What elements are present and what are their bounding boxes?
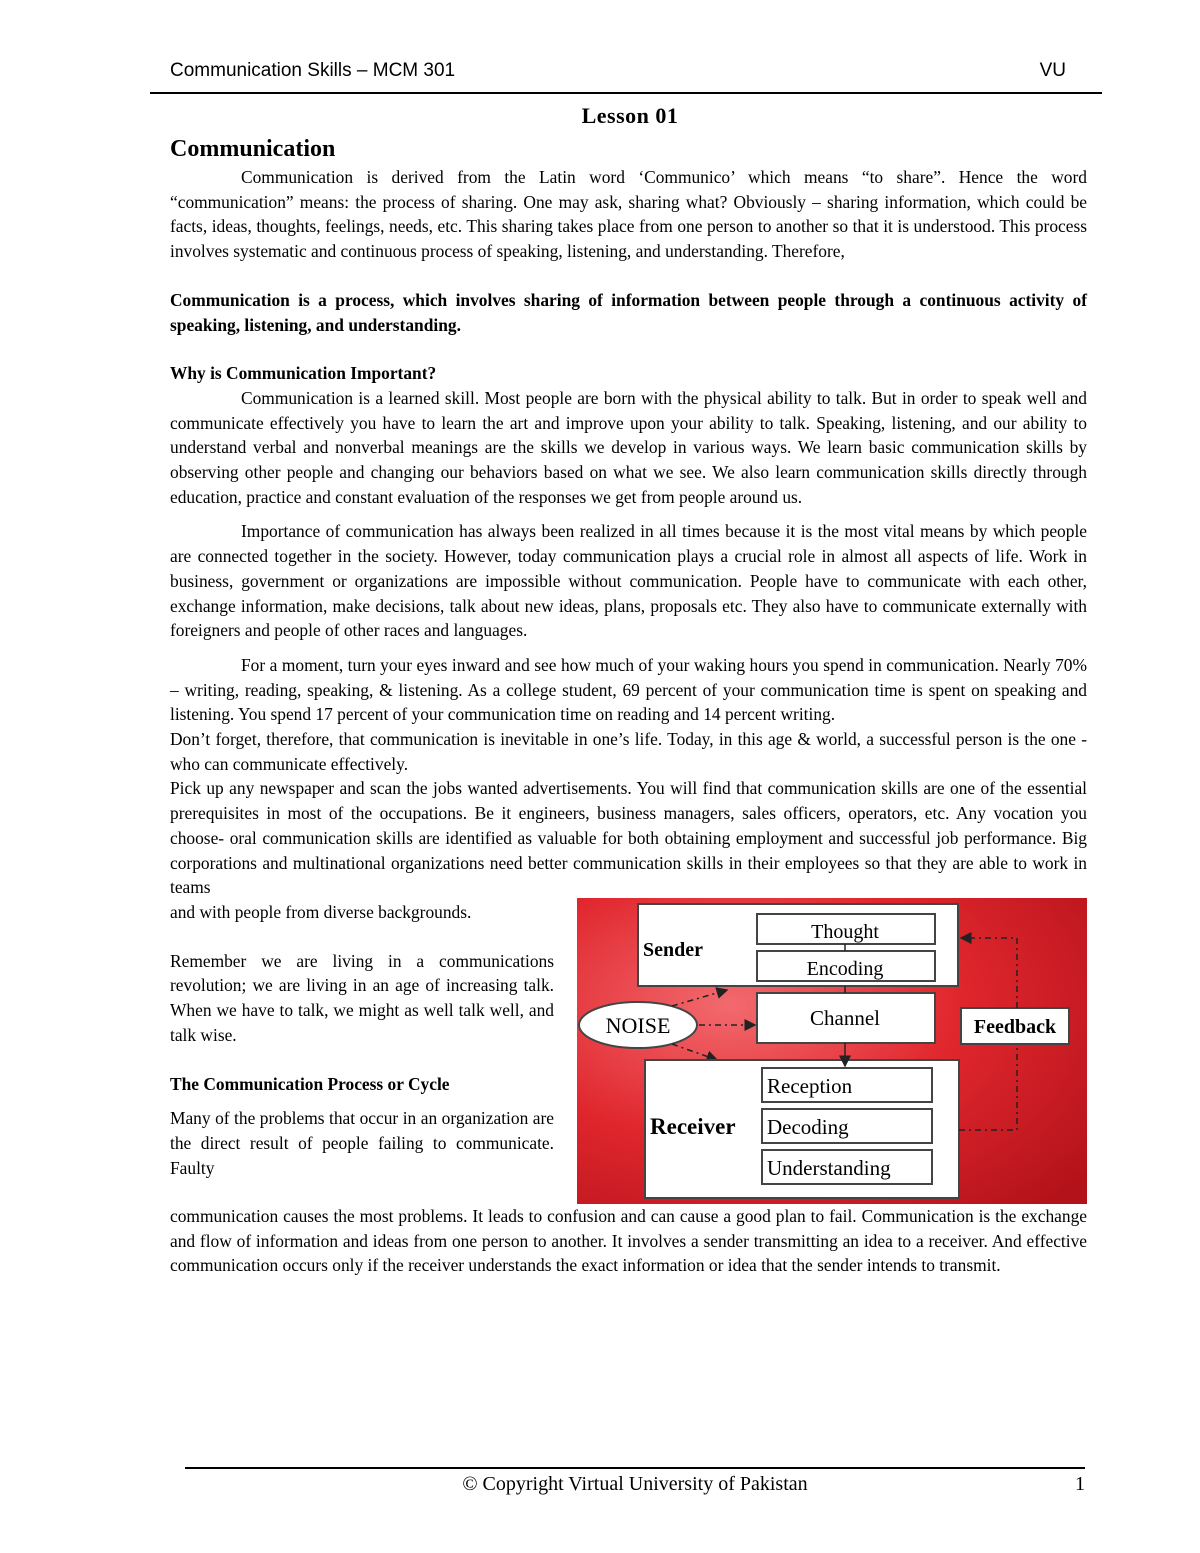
why-paragraph-5: Pick up any newspaper and scan the jobs wanted advertisements. You will find that communication skills are one of the essential prerequisites in most of the occupations. Be it engineers, business managers, sales officers, operators, etc. Any vocation you choose- oral communication skills are identified as valuable for both obtaining employment and successful job performance. Big corporations and multinational organizations need better communication skills in their employees so that they are able to work in teams <box>170 778 1087 898</box>
definition-paragraph: Communication is a process, which involves sharing of information between people through a continuous activity of speaking, listening, and understanding. <box>170 289 1087 335</box>
feedback-label: Feedback <box>973 1015 1057 1038</box>
channel-label: Channel <box>810 1005 880 1030</box>
why-paragraph-5-end: and with people from diverse backgrounds. <box>170 901 472 922</box>
institution-abbr: VU <box>1039 60 1066 81</box>
page-number: 1 <box>1075 1473 1085 1495</box>
why-paragraph-3: For a moment, turn your eyes inward and see how much of your waking hours you spend in communication. Nearly 70% – writing, reading, speaking, & listening. As a college student, 69 percent of your communication time is spent on speaking and listening. You spend 17 percent of your communication time on reading and 14 percent writing. <box>170 654 1087 725</box>
process-paragraph-end: communication causes the most problems. It leads to confusion and can cause a good plan to fail. Communication is the exchange and flow of information and ideas from one person to another. It involves a sender transmitting an idea to a receiver. And effective communication occurs only if the receiver understands the exact information or idea that the sender intends to transmit. <box>170 1205 1087 1276</box>
why-heading: Why is Communication Important? <box>170 363 437 384</box>
decoding-label: Decoding <box>767 1114 849 1139</box>
intro-paragraph: Communication is derived from the Latin word ‘Communico’ which means “to share”. Hence the word “communication” means: the process of sharing. One may ask, sharing what? Obviously – sharing information, which could be facts, ideas, thoughts, feelings, needs, etc. This sharing takes place from one person to another so that it is understood. This process involves systematic and continuous process of speaking, listening, and understanding. Therefore, <box>170 167 1087 262</box>
remember-paragraph: Remember we are living in a communications revolution; we are living in an age of increasing talk. When we have to talk, we might as well talk well, and talk wise. <box>170 950 554 1045</box>
sender-label: Sender <box>643 938 703 961</box>
document-body <box>170 133 1087 1278</box>
lesson-title: Lesson 01 <box>581 103 679 128</box>
receiver-label: Receiver <box>650 1113 736 1139</box>
process-paragraph-start: Many of the problems that occur in an organization are the direct result of people failing to communicate. Faulty <box>170 1108 554 1178</box>
encoding-label: Encoding <box>806 957 884 980</box>
process-heading: The Communication Process or Cycle <box>170 1073 450 1094</box>
why-paragraph-2: Importance of communication has always been realized in all times because it is the most vital means by which people are connected together in the society. However, today communication plays a crucial role in almost all aspects of life. Work in business, government or organizations are impossible without communication. People have to communicate with each other, exchange information, make decisions, talk about new ideas, plans, proposals etc. They also have to communicate externally with foreigners and people of other races and languages. <box>170 521 1087 641</box>
section-title: Communication <box>170 136 336 162</box>
course-title: Communication Skills – MCM 301 <box>170 60 456 81</box>
understanding-label: Understanding <box>767 1155 891 1180</box>
page-header <box>150 58 1102 94</box>
communication-cycle-diagram <box>577 898 1087 1204</box>
noise-label: NOISE <box>605 1012 671 1038</box>
page-footer <box>185 1467 1085 1495</box>
why-paragraph-4: Don’t forget, therefore, that communication is inevitable in one’s life. Today, in this age & world, a successful person is the one - who can communicate effectively. <box>170 729 1087 774</box>
copyright: © Copyright Virtual University of Pakistan <box>462 1473 808 1495</box>
reception-label: Reception <box>767 1073 853 1098</box>
thought-label: Thought <box>811 920 879 943</box>
why-paragraph-1: Communication is a learned skill. Most people are born with the physical ability to talk. But in order to speak well and communicate effectively you have to learn the art and improve upon your ability to talk. Speaking, listening, and our ability to understand verbal and nonverbal meanings are the skills we develop in various ways. We learn basic communication skills by observing other people and changing our behaviors based on what we see. We also learn communication skills directly through education, practice and constant evaluation of the responses we get from people around us. <box>170 387 1087 507</box>
